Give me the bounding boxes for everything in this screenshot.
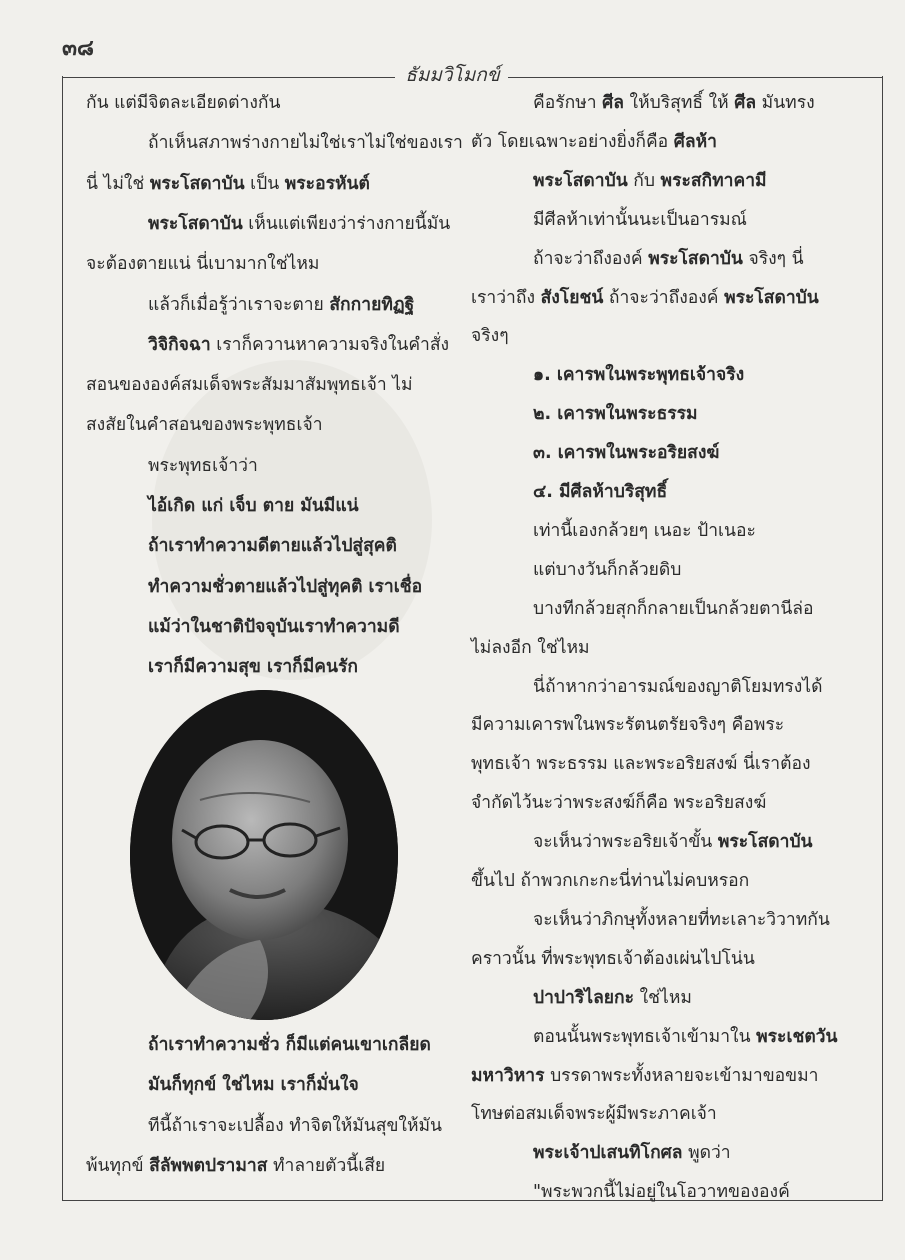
text-line	[533, 905, 830, 935]
text-span: ถ้าจะว่าถึงองค์	[603, 287, 725, 308]
text-line	[86, 410, 323, 440]
bold-term: พระโสดาบัน	[533, 170, 628, 191]
text-span: "พระพวกนี้ไม่อยู่ในโอวาทขององค์	[533, 1182, 790, 1203]
text-span: นี่ ไม่ใช่	[86, 173, 150, 194]
text-span: คราวนั้น ที่พระพุทธเจ้าต้องเผ่นไปโน่น	[471, 948, 755, 969]
text-span: บางทีกล้วยสุกก็กลายเป็นกล้วยตานีล่อ	[533, 598, 814, 619]
text-line	[148, 491, 359, 521]
text-line	[533, 555, 681, 585]
text-line	[533, 594, 814, 624]
bold-term: ปาปาริไลยกะ	[533, 987, 635, 1008]
text-span: จริงๆ นี่	[742, 248, 804, 269]
text-span: ทีนี้ถ้าเราจะเปลื้อง ทำจิตให้มันสุขให้มัน	[148, 1115, 442, 1136]
running-header: ธัมมวิโมกข์	[405, 64, 500, 86]
text-span: ไม่ลงอีก ใช่ไหม	[471, 637, 590, 658]
text-line	[533, 983, 692, 1013]
text-span: มันทรง	[756, 93, 815, 113]
bold-term: ศีลห้า	[673, 131, 717, 152]
bold-term: ทำความชั่วตายแล้วไปสู่ทุคติ เราเชื่อ	[148, 576, 423, 597]
text-line	[148, 330, 449, 360]
bold-term: พระโสดาบัน	[149, 173, 245, 194]
text-span: ใช่ไหม	[634, 987, 692, 1008]
bold-term: ๒. เคารพในพระธรรม	[533, 404, 698, 425]
text-span: มีศีลห้าเท่านั้นนะเป็นอารมณ์	[533, 209, 747, 230]
text-line	[148, 531, 397, 561]
text-line	[471, 127, 717, 157]
bold-term: พระโสดาบัน	[148, 213, 243, 234]
bold-term: มันก็ทุกข์ ใช่ไหม เราก็มั่นใจ	[148, 1075, 359, 1096]
bold-term: ๔. มีศีลห้าบริสุทธิ์	[533, 482, 668, 502]
text-span: ถ้าจะว่าถึงองค์	[533, 248, 649, 269]
text-line	[533, 1022, 837, 1052]
text-line	[533, 1177, 790, 1207]
text-span: เราว่าถึง	[471, 287, 541, 308]
text-span: แล้วก็เมื่อรู้ว่าเราจะตาย	[148, 294, 330, 315]
text-line	[471, 710, 784, 740]
text-line	[86, 169, 370, 199]
text-span: คือรักษา	[533, 93, 603, 113]
text-line	[533, 88, 815, 118]
bold-term: ศีล	[734, 93, 757, 113]
text-line	[471, 749, 811, 779]
text-line	[148, 451, 258, 481]
text-span: จะต้องตายแน่ นี่เบามากใช่ไหม	[86, 254, 320, 275]
bold-term: พระอรหันต์	[284, 173, 370, 194]
bold-term: ถ้าเราทำความดีตายแล้วไปสู่สุคติ	[148, 536, 397, 557]
text-line	[533, 438, 719, 468]
text-line	[86, 88, 280, 118]
text-line	[471, 321, 509, 351]
monk-portrait-image	[130, 690, 398, 1020]
text-span: พ้นทุกข์	[86, 1155, 150, 1176]
text-line	[148, 290, 414, 320]
bold-term: แม้ว่าในชาติปัจจุบันเราทำความดี	[148, 616, 400, 637]
text-line	[148, 1030, 431, 1060]
text-line	[86, 370, 413, 400]
text-line	[533, 360, 744, 390]
text-span: ขึ้นไป ถ้าพวกเกะกะนี่ท่านไม่คบหรอก	[471, 871, 750, 891]
text-line	[148, 1070, 359, 1100]
bold-term: พระสกิทาคามี	[660, 170, 767, 191]
page-number: ๓๘	[62, 36, 95, 61]
text-span: พูดว่า	[682, 1143, 731, 1164]
text-line	[471, 944, 755, 974]
bold-term: เราก็มีความสุข เราก็มีคนรัก	[148, 657, 358, 678]
text-span: เราก็ควานหาความจริงในคำสั่ง	[210, 334, 450, 355]
text-span: ถ้าเห็นสภาพร่างกายไม่ใช่เราไม่ใช่ของเรา	[148, 133, 463, 154]
text-span: สอนขององค์สมเด็จพระสัมมาสัมพุทธเจ้า ไม่	[86, 375, 413, 396]
text-span: ตอนนั้นพระพุทธเจ้าเข้ามาใน	[533, 1026, 757, 1047]
text-span: กัน แต่มีจิตละเอียดต่างกัน	[86, 93, 281, 113]
bold-term: พระโสดาบัน	[648, 248, 743, 269]
text-line	[471, 788, 766, 818]
bold-term: ถ้าเราทำความชั่ว ก็มีแต่คนเขาเกลียด	[148, 1035, 431, 1055]
text-span: กับ	[627, 170, 661, 191]
text-line	[471, 283, 819, 313]
text-line	[533, 205, 747, 235]
text-line	[148, 612, 400, 642]
text-span: เป็น	[244, 173, 285, 194]
text-span: ทำลายตัวนี้เสีย	[267, 1155, 386, 1176]
text-line	[471, 1099, 717, 1129]
text-line	[533, 516, 756, 546]
text-span: ให้บริสุทธิ์ ให้	[623, 93, 735, 113]
text-span: เห็นแต่เพียงว่าร่างกายนี้มัน	[242, 213, 451, 234]
text-span: มีความเคารพในพระรัตนตรัยจริงๆ คือพระ	[471, 715, 785, 736]
text-line	[471, 866, 749, 896]
text-span: จะเห็นว่าพระอริยเจ้าขั้น	[533, 832, 718, 853]
bold-term: พระเชตวัน	[756, 1026, 838, 1047]
text-line	[148, 128, 463, 158]
text-line	[86, 1151, 385, 1181]
text-line	[148, 209, 450, 239]
text-line	[533, 399, 698, 429]
text-line	[533, 827, 813, 857]
text-line	[533, 244, 804, 274]
bold-term: ศีล	[602, 93, 624, 113]
text-line	[533, 477, 667, 507]
text-span: แต่บางวันก็กล้วยดิบ	[533, 559, 682, 580]
bold-term: ไอ้เกิด แก่ เจ็บ ตาย มันมีแน่	[148, 496, 359, 516]
text-span: นี่ถ้าหากว่าอารมณ์ของญาติโยมทรงได้	[533, 676, 823, 697]
text-span: โทษต่อสมเด็จพระผู้มีพระภาคเจ้า	[471, 1104, 717, 1125]
text-line	[148, 1111, 442, 1141]
text-line	[471, 633, 590, 663]
text-line	[148, 652, 358, 682]
text-span: บรรดาพระทั้งหลายจะเข้ามาขอขมา	[544, 1065, 819, 1086]
bold-term: พระเจ้าปเสนทิโกศล	[533, 1143, 683, 1164]
text-line	[86, 249, 319, 279]
bold-term: สักกายทิฏฐิ	[329, 294, 415, 315]
text-line	[533, 1138, 731, 1168]
text-line	[148, 572, 422, 602]
bold-term: วิจิกิจฉา	[148, 334, 211, 355]
text-span: สงสัยในคำสอนของพระพุทธเจ้า	[86, 415, 323, 436]
text-line	[533, 672, 822, 702]
text-span: ตัว โดยเฉพาะอย่างยิ่งก็คือ	[471, 131, 674, 152]
bold-term: มหาวิหาร	[471, 1065, 545, 1086]
bold-term: ๑. เคารพในพระพุทธเจ้าจริง	[533, 365, 745, 386]
text-span: พระพุทธเจ้าว่า	[148, 455, 258, 476]
bold-term: ๓. เคารพในพระอริยสงฆ์	[533, 443, 720, 464]
text-line	[533, 166, 767, 196]
bold-term: สังโยชน์	[540, 287, 604, 308]
monk-portrait-photo	[130, 690, 398, 1020]
text-span: จริงๆ	[471, 326, 509, 347]
bold-term: สีลัพพตปรามาส	[149, 1155, 268, 1176]
text-span: จำกัดไว้นะว่าพระสงฆ์ก็คือ พระอริยสงฆ์	[471, 793, 767, 814]
text-span: พุทธเจ้า พระธรรม และพระอริยสงฆ์ นี่เราต้อง	[471, 754, 811, 775]
text-line	[471, 1061, 819, 1091]
text-span: เท่านี้เองกล้วยๆ เนอะ ป้าเนอะ	[533, 520, 756, 541]
text-span: จะเห็นว่าภิกษุทั้งหลายที่ทะเลาะวิวาทกัน	[533, 909, 830, 930]
bold-term: พระโสดาบัน	[717, 832, 813, 853]
bold-term: พระโสดาบัน	[724, 287, 819, 308]
